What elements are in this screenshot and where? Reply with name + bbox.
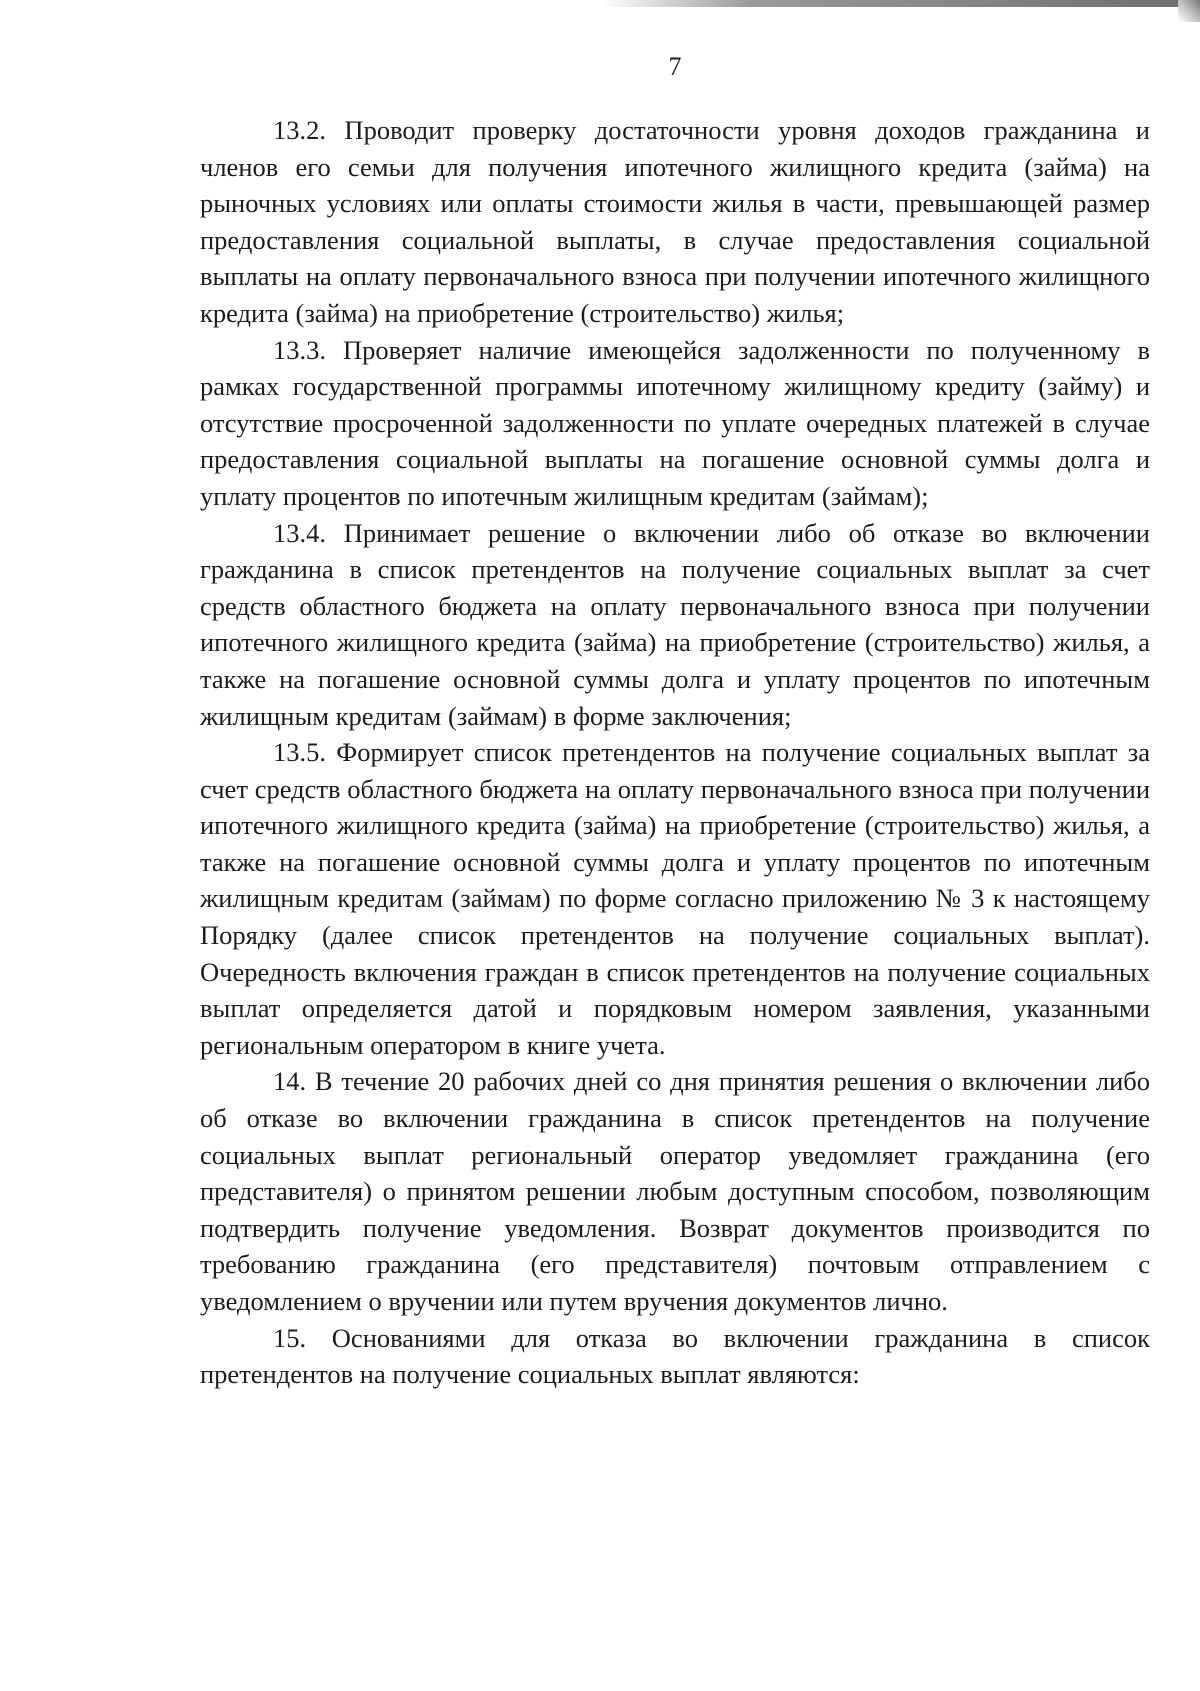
scan-corner-shadow	[1178, 0, 1200, 22]
paragraph-13-2: 13.2. Проводит проверку достаточности уровня доходов гражданина и членов его семьи для получения ипотечного жилищного кредита (займа) на рыночных условиях или оплаты стоимости жилья в части, превышающей размер предоставления социальной выплаты, в случае предоставления социальной выплаты на оплату первоначального взноса при получении ипотечного жилищного кредита (займа) на приобретение (строительство) жилья;	[200, 115, 1150, 328]
paragraph-13-5: 13.5. Формирует список претендентов на получение социальных выплат за счет средств областного бюджета на оплату первоначального взноса при получении ипотечного жилищного кредита (займа) на приобретение (строительство) жилья, а также на погашение основной суммы долга и уплату процентов по ипотечным жилищным кредитам (займам) по форме согласно приложению № 3 к настоящему Порядку (далее список претендентов на получение социальных выплат). Очередность включения граждан в список претендентов на получение социальных выплат определяется датой и порядковым номером заявления, указанными региональным оператором в книге учета.	[200, 737, 1150, 1060]
paragraph-13-4: 13.4. Принимает решение о включении либо об отказе во включении гражданина в список претендентов на получение социальных выплат за счет средств областного бюджета на оплату первоначального взноса при получении ипотечного жилищного кредита (займа) на приобретение (строительство) жилья, а также на погашение основной суммы долга и уплату процентов по ипотечным жилищным кредитам (займам) в форме заключения;	[200, 517, 1150, 731]
paragraph-15: 15. Основаниями для отказа во включении гражданина в список претендентов на получение социальных выплат являются:	[200, 1322, 1150, 1390]
paragraph-14: 14. В течение 20 рабочих дней со дня принятия решения о включении либо об отказе во включении гражданина в список претендентов на получение социальных выплат региональный оператор уведомляет гражданина (его представителя) о принятом решении любым доступным способом, позволяющим подтвердить получение уведомления. Возврат документов производится по требованию гражданина (его представителя) почтовым отправлением с уведомлением о вручении или путем вручения документов лично.	[200, 1066, 1150, 1316]
paragraph-13-3: 13.3. Проверяет наличие имеющейся задолженности по полученному в рамках государственной программы ипотечному жилищному кредиту (займу) и отсутствие просроченной задолженности по уплате очередных платежей в случае предоставления социальной выплаты на погашение основной суммы долга и уплату процентов по ипотечным жилищным кредитам (займам);	[200, 334, 1150, 511]
document-body	[200, 112, 1150, 1393]
scan-edge-shadow	[600, 0, 1200, 7]
page-number: 7	[668, 52, 682, 81]
